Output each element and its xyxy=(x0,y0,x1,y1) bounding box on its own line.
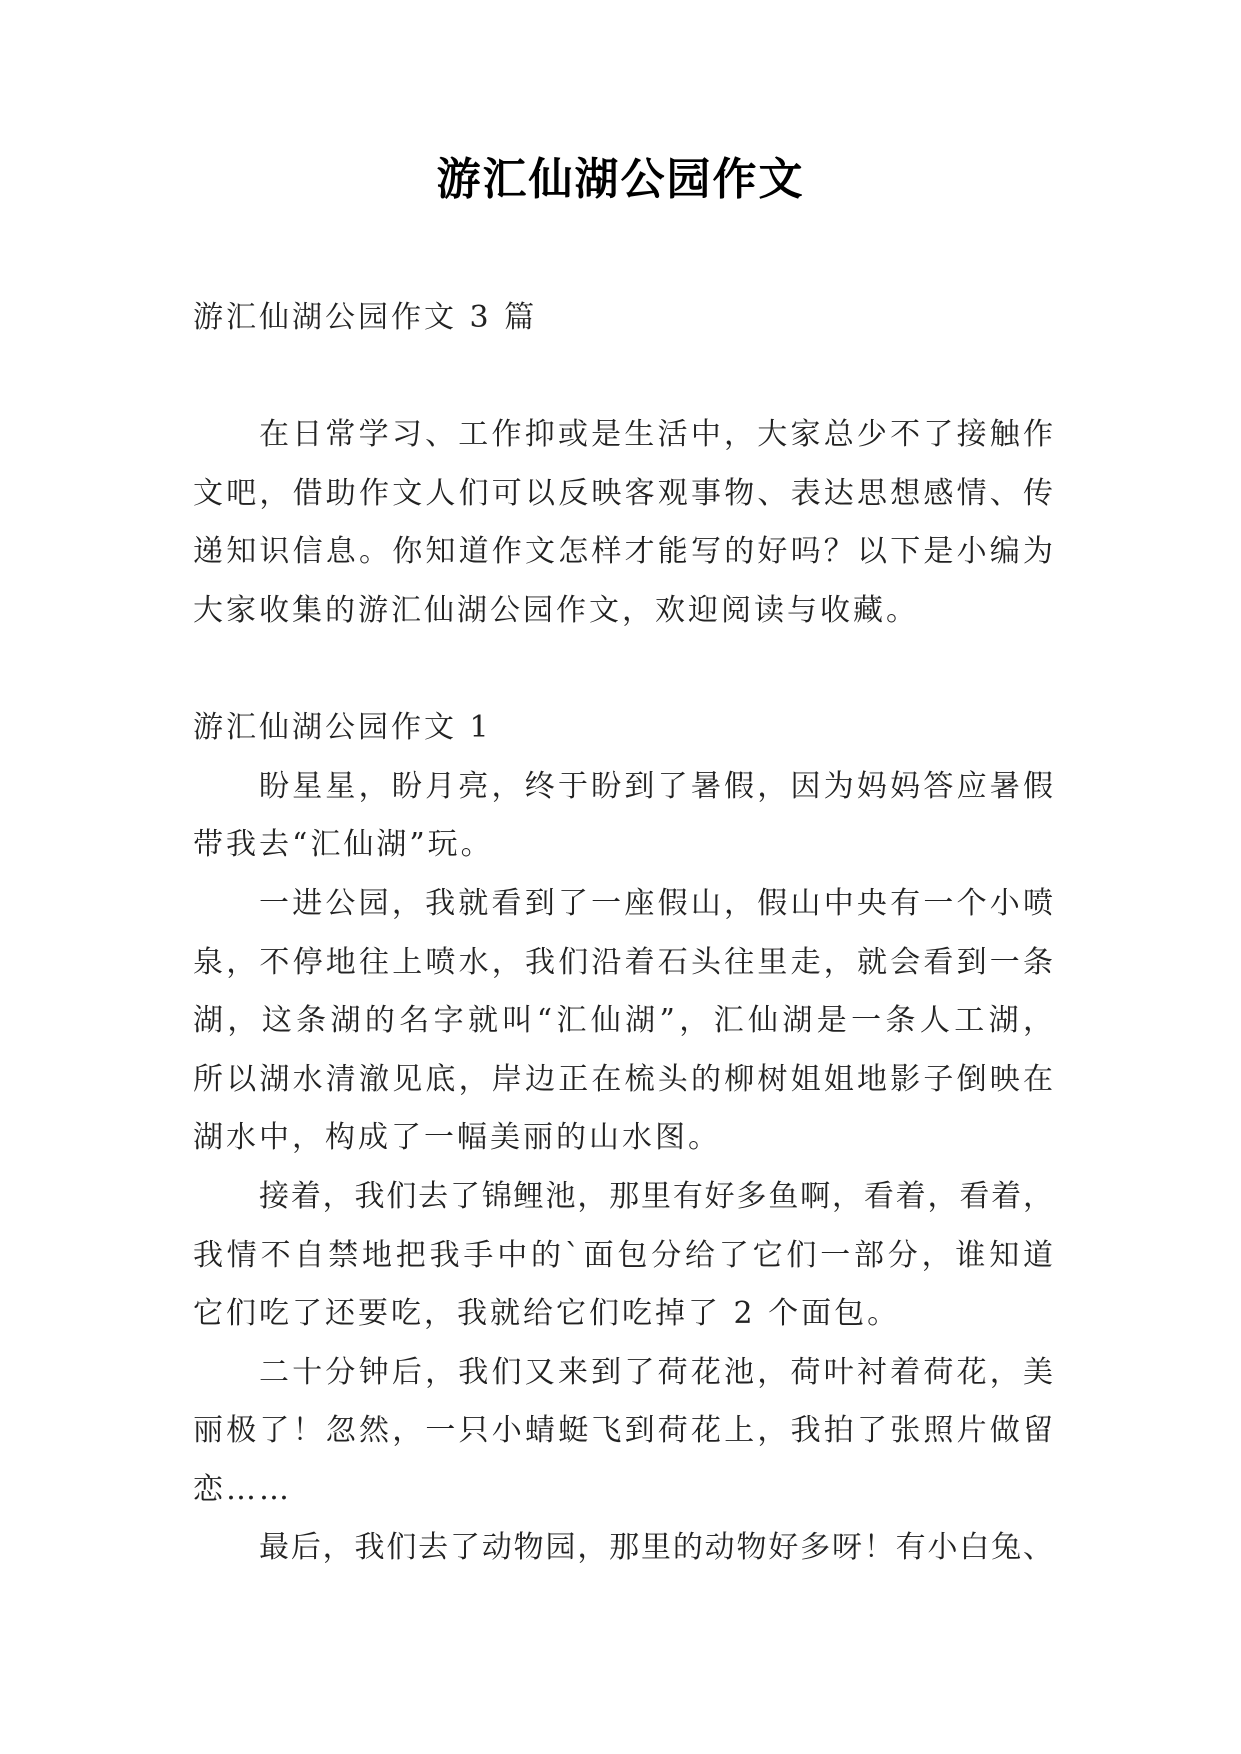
essay-paragraph xyxy=(193,1344,1053,1520)
document-subtitle: 游汇仙湖公园作文 3 篇 xyxy=(193,300,538,335)
document-body xyxy=(193,289,1053,1578)
paragraph-line: 所以湖水清澈见底，岸边正在梳头的柳树姐姐地影子倒映在 xyxy=(193,1061,1053,1097)
paragraph-line: 递知识信息。你知道作文怎样才能写的好吗？以下是小编为 xyxy=(193,534,1053,570)
paragraph-line: 一进公园，我就看到了一座假山，假山中央有一个小喷 xyxy=(259,885,1053,921)
paragraph-line: 湖水中，构成了一幅美丽的山水图。 xyxy=(193,1120,721,1156)
essay-paragraph xyxy=(193,758,1053,875)
paragraph-line: 二十分钟后，我们又来到了荷花池，荷叶衬着荷花，美 xyxy=(259,1354,1053,1390)
paragraph-line: 大家收集的游汇仙湖公园作文，欢迎阅读与收藏。 xyxy=(193,592,919,628)
essay-paragraph xyxy=(193,1519,1053,1578)
blank-line xyxy=(193,348,1053,407)
paragraph-line: 湖，这条湖的名字就叫“汇仙湖”，汇仙湖是一条人工湖， xyxy=(193,1003,1053,1039)
paragraph-line: 恋…… xyxy=(193,1471,292,1507)
paragraph-line: 盼星星，盼月亮，终于盼到了暑假，因为妈妈答应暑假 xyxy=(259,768,1053,804)
blank-line xyxy=(193,641,1053,700)
paragraph-line: 我情不自禁地把我手中的`面包分给了它们一部分，谁知道 xyxy=(193,1237,1053,1273)
paragraph-line: 在日常学习、工作抑或是生活中，大家总少不了接触作 xyxy=(259,417,1053,453)
paragraph-line: 带我去“汇仙湖”玩。 xyxy=(193,827,494,863)
intro-paragraph xyxy=(193,406,1053,640)
essay-heading: 游汇仙湖公园作文 1 xyxy=(193,710,492,746)
paragraph-line: 文吧，借助作文人们可以反映客观事物、表达思想感情、传 xyxy=(193,475,1053,511)
paragraph-line: 它们吃了还要吃，我就给它们吃掉了 2 个面包。 xyxy=(193,1296,901,1332)
essay-paragraph xyxy=(193,1168,1053,1344)
document-title: 游汇仙湖公园作文 xyxy=(436,154,805,205)
paragraph-line: 泉，不停地往上喷水，我们沿着石头往里走，就会看到一条 xyxy=(193,944,1053,980)
paragraph-line: 接着，我们去了锦鲤池，那里有好多鱼啊，看着，看着， xyxy=(259,1178,1053,1214)
essay-paragraph xyxy=(193,875,1053,1168)
paragraph-line: 最后，我们去了动物园，那里的动物好多呀！有小白兔、 xyxy=(259,1530,1053,1566)
paragraph-line: 丽极了！忽然，一只小蜻蜓飞到荷花上，我拍了张照片做留 xyxy=(193,1413,1053,1449)
